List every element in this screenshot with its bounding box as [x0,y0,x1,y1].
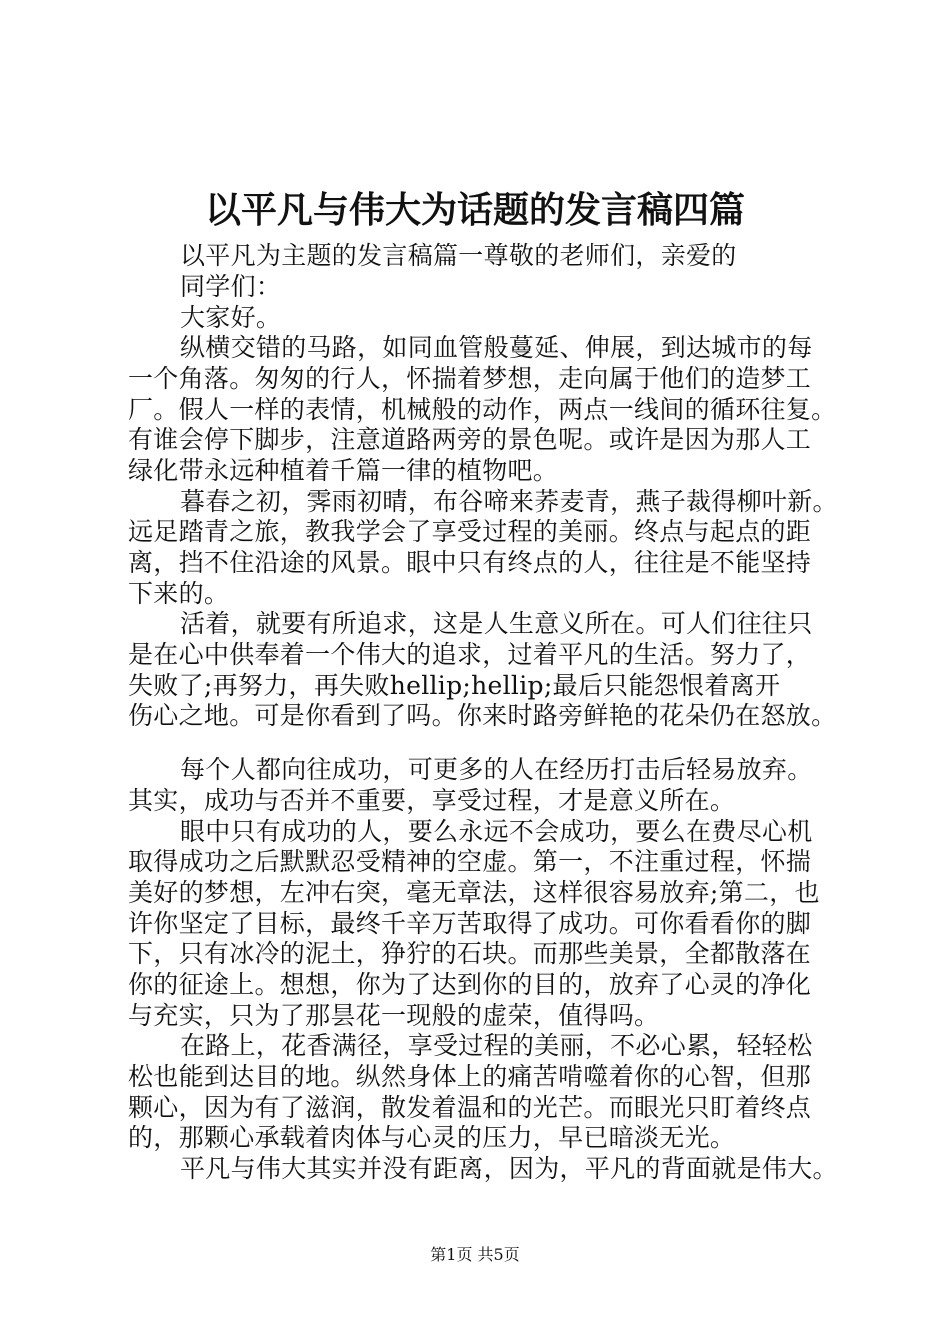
text-line: 纵横交错的马路，如同血管般蔓延、伸展，到达城市的每 [180,333,813,362]
text-line: 你的征途上。想想，你为了达到你的目的，放弃了心灵的净化 [128,970,812,999]
text-line: 眼中只有成功的人，要么永远不会成功，要么在费尽心机 [180,817,813,846]
text-line: 绿化带永远种植着千篇一律的植物吧。 [128,456,559,485]
text-line: 同学们： [180,272,282,301]
text-line: 其实，成功与否并不重要，享受过程，才是意义所在。 [128,786,736,815]
text-line: 暮春之初，霁雨初晴，布谷啼来荞麦青，燕子裁得柳叶新。 [180,487,838,516]
text-line: 有谁会停下脚步，注意道路两旁的景色呢。或许是因为那人工 [128,425,812,454]
text-line: 每个人都向往成功，可更多的人在经历打击后轻易放弃。 [180,755,813,784]
text-line: 下，只有冰冷的泥土，狰狞的石块。而那些美景，全都散落在 [128,939,812,968]
text-line: 平凡与伟大其实并没有距离，因为，平凡的背面就是伟大。 [180,1154,838,1183]
text-line: 下来的。 [128,579,230,608]
text-line: 伤心之地。可是你看到了吗。你来时路旁鲜艳的花朵仍在怒放。 [128,701,837,730]
text-line: 在路上，花香满径，享受过程的美丽，不必心累，轻轻松 [180,1031,813,1060]
text-line: 失败了;再努力，再失败hellip;hellip;最后只能怨恨着离开 [128,671,781,700]
text-line: 的，那颗心承载着肉体与心灵的压力，早已暗淡无光。 [128,1123,736,1152]
text-line: 与充实，只为了那昙花一现般的虚荣，值得吗。 [128,1001,660,1030]
text-line: 以平凡为主题的发言稿篇一尊敬的老师们，亲爱的 [180,241,737,270]
text-line: 许你坚定了目标，最终千辛万苦取得了成功。可你看看你的脚 [128,909,812,938]
text-line: 松也能到达目的地。纵然身体上的痛苦啃噬着你的心智，但那 [128,1062,812,1091]
text-line: 远足踏青之旅，教我学会了享受过程的美丽。终点与起点的距 [128,517,812,546]
text-line: 活着，就要有所追求，这是人生意义所在。可人们往往只 [180,609,813,638]
text-line: 颗心，因为有了滋润，散发着温和的光芒。而眼光只盯着终点 [128,1093,812,1122]
text-line: 取得成功之后默默忍受精神的空虚。第一，不注重过程，怀揣 [128,847,812,876]
text-line: 大家好。 [180,303,282,332]
page-number-footer: 第1页 共5页 [430,1245,520,1264]
text-line: 是在心中供奉着一个伟大的追求，过着平凡的生活。努力了， [128,640,812,669]
text-line: 一个角落。匆匆的行人，怀揣着梦想，走向属于他们的造梦工 [128,364,812,393]
text-line: 厂。假人一样的表情，机械般的动作，两点一线间的循环往复。 [128,395,837,424]
text-line: 美好的梦想，左冲右突，毫无章法，这样很容易放弃;第二，也 [128,878,820,907]
text-line: 离，挡不住沿途的风景。眼中只有终点的人，往往是不能坚持 [128,548,812,577]
document-title: 以平凡与伟大为话题的发言稿四篇 [204,189,745,231]
